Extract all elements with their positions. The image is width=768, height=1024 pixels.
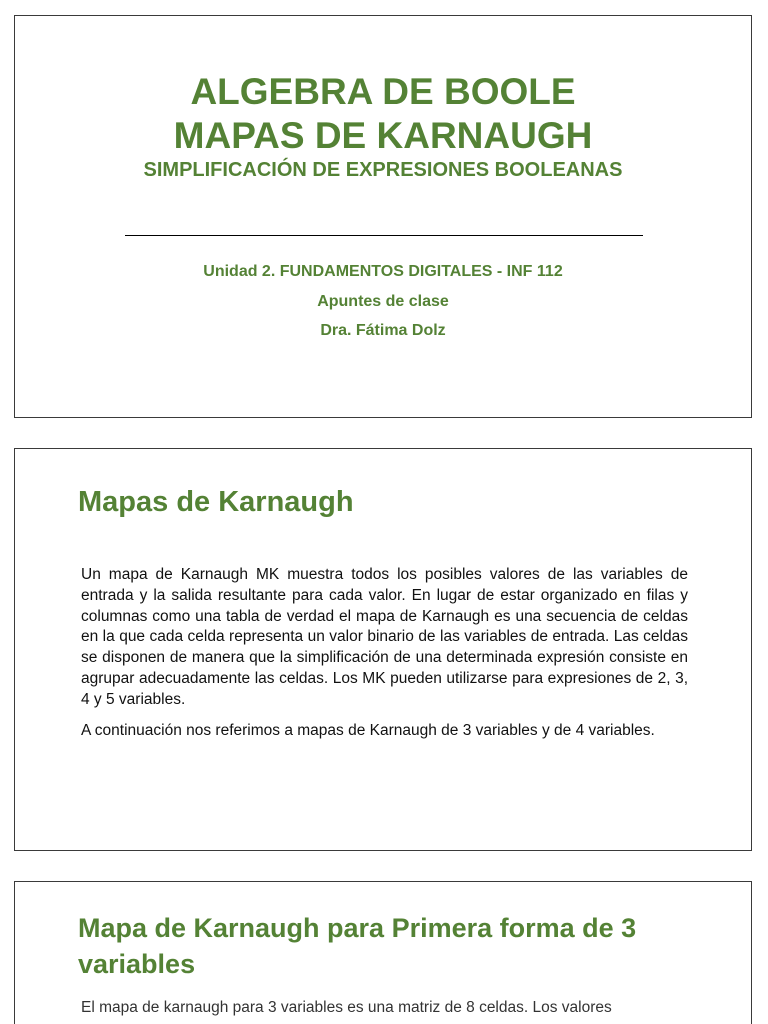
title-slide bbox=[14, 15, 752, 418]
subtitle: SIMPLIFICACIÓN DE EXPRESIONES BOOLEANAS bbox=[143, 159, 623, 181]
three-variable-slide bbox=[14, 881, 752, 1024]
notes-label: Apuntes de clase bbox=[317, 293, 449, 310]
author-label: Dra. Fátima Dolz bbox=[320, 322, 446, 339]
slide-heading: Mapa de Karnaugh para Primera forma de 3 variables bbox=[78, 913, 637, 979]
continuation-paragraph: A continuación nos referimos a mapas de Karnaugh de 3 variables y de 4 variables. bbox=[81, 722, 655, 739]
intro-paragraph: Un mapa de Karnaugh MK muestra todos los posibles valores de las variables de entrada y la salida resultante para cada valor. En lugar de estar organizado en filas y columnas como una tabla de verdad el mapa de Karnaugh es una secuencia de celdas en la que cada celda representa un valor binario de las variables de entrada. Las celdas se disponen de manera que la simplificación de una determinada expresión consiste en agrupar adecuadamente las celdas. Los MK pueden utilizarse para expresiones de 2, 3, 4 y 5 variables. bbox=[81, 566, 688, 708]
slide-heading: Mapas de Karnaugh bbox=[78, 486, 354, 518]
title-line-1: ALGEBRA DE BOOLE bbox=[190, 71, 576, 112]
course-label: Unidad 2. FUNDAMENTOS DIGITALES - INF 112 bbox=[203, 263, 563, 280]
karnaugh-intro-slide bbox=[14, 448, 752, 851]
title-line-2: MAPAS DE KARNAUGH bbox=[173, 115, 593, 156]
body-paragraph: El mapa de karnaugh para 3 variables es una matriz de 8 celdas. Los valores bbox=[81, 999, 612, 1016]
divider-line bbox=[125, 235, 643, 236]
